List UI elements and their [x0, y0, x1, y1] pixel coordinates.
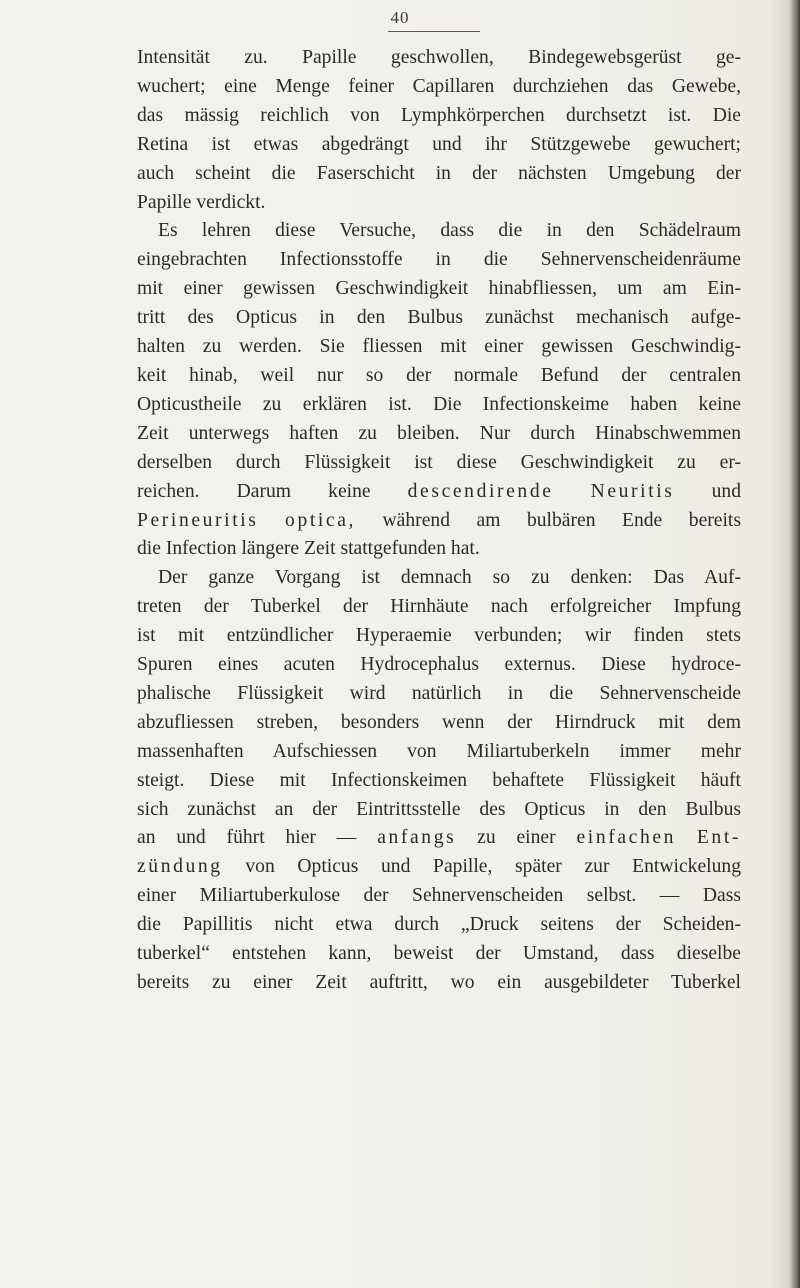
- text-line: Perineuritis optica, während am bulbären Ende bereits: [137, 509, 741, 531]
- text-line: sich zunächst an der Eintrittsstelle des Opticus in den Bulbus: [137, 798, 741, 820]
- text-line: keit hinab, weil nur so der normale Befund der centralen: [137, 364, 741, 386]
- spaced-emphasis: zündung: [137, 856, 223, 878]
- text-line: wuchert; eine Menge feiner Capillaren durchziehen das Gewebe,: [137, 75, 741, 97]
- text-line: Opticustheile zu erklären ist. Die Infectionskeime haben keine: [137, 393, 741, 415]
- text-line: an und führt hier — anfangs zu einer einfachen Ent-: [137, 827, 741, 849]
- text-line: Zeit unterwegs haften zu bleiben. Nur durch Hinabschwemmen: [137, 422, 741, 444]
- spaced-emphasis: descendirende: [407, 480, 554, 502]
- text-line: die Infection längere Zeit stattgefunden hat.: [137, 538, 480, 560]
- text-line: phalische Flüssigkeit wird natürlich in die Sehnervenscheide: [137, 682, 741, 704]
- spaced-emphasis: anfangs: [377, 827, 457, 849]
- text-line: Der ganze Vorgang ist demnach so zu denken: Das Auf-: [158, 567, 741, 589]
- text-line: treten der Tuberkel der Hirnhäute nach erfolgreicher Impfung: [137, 596, 741, 618]
- text-line: die Papillitis nicht etwa durch „Druck seitens der Scheiden-: [137, 914, 741, 936]
- text-line: bereits zu einer Zeit auftritt, wo ein ausgebildeter Tuberkel: [137, 972, 741, 993]
- text-line: halten zu werden. Sie fliessen mit einer gewissen Geschwindig-: [137, 336, 741, 358]
- text-line: steigt. Diese mit Infectionskeimen behaftete Flüssigkeit häuft: [137, 769, 741, 791]
- text-line: Retina ist etwas abgedrängt und ihr Stützgewebe gewuchert;: [137, 133, 741, 155]
- paragraph-3: [137, 564, 741, 998]
- text-line: abzufliessen streben, besonders wenn der Hirndruck mit dem: [137, 711, 741, 733]
- text-line: ist mit entzündlicher Hyperaemie verbunden; wir finden stets: [137, 625, 741, 647]
- text-line: tritt des Opticus in den Bulbus zunächst mechanisch aufge-: [137, 307, 741, 329]
- spaced-emphasis: Perineuritis: [137, 509, 259, 531]
- body-text: [137, 44, 741, 998]
- text-line: einer Miliartuberkulose der Sehnervenscheiden selbst. — Dass: [137, 885, 741, 907]
- page-edge-shadow: [790, 0, 800, 1288]
- paragraph-1: [137, 44, 741, 217]
- text-line: mit einer gewissen Geschwindigkeit hinabfliessen, um am Ein-: [137, 278, 741, 300]
- text-line: reichen. Darum keine descendirende Neuritis und: [137, 480, 742, 502]
- spaced-emphasis: optica,: [285, 509, 357, 531]
- paragraph-2: [137, 217, 741, 564]
- text-line: Es lehren diese Versuche, dass die in den Schädelraum: [158, 220, 741, 242]
- text-line: auch scheint die Faserschicht in der nächsten Umgebung der: [137, 162, 741, 184]
- page-number-rule: [388, 31, 480, 32]
- text-line: zündung von Opticus und Papille, später zur Entwickelung: [137, 856, 741, 878]
- text-line: Spuren eines acuten Hydrocephalus externus. Diese hydroce-: [137, 654, 741, 676]
- text-line: eingebrachten Infectionsstoffe in die Sehnervenscheidenräume: [137, 249, 741, 271]
- spaced-emphasis: Neuritis: [590, 480, 675, 502]
- text-line: das mässig reichlich von Lymphkörperchen durchsetzt ist. Die: [137, 104, 741, 126]
- text-line: Papille verdickt.: [137, 191, 266, 213]
- page-number: 40: [390, 8, 410, 27]
- text-line: derselben durch Flüssigkeit ist diese Geschwindigkeit zu er-: [137, 451, 741, 473]
- spaced-emphasis: Ent-: [696, 827, 741, 849]
- spaced-emphasis: einfachen: [576, 827, 677, 849]
- text-line: Intensität zu. Papille geschwollen, Bindegewebsgerüst ge-: [137, 47, 741, 68]
- text-line: massenhaften Aufschiessen von Miliartuberkeln immer mehr: [137, 740, 741, 762]
- text-line: tuberkel“ entstehen kann, beweist der Umstand, dass dieselbe: [137, 943, 741, 965]
